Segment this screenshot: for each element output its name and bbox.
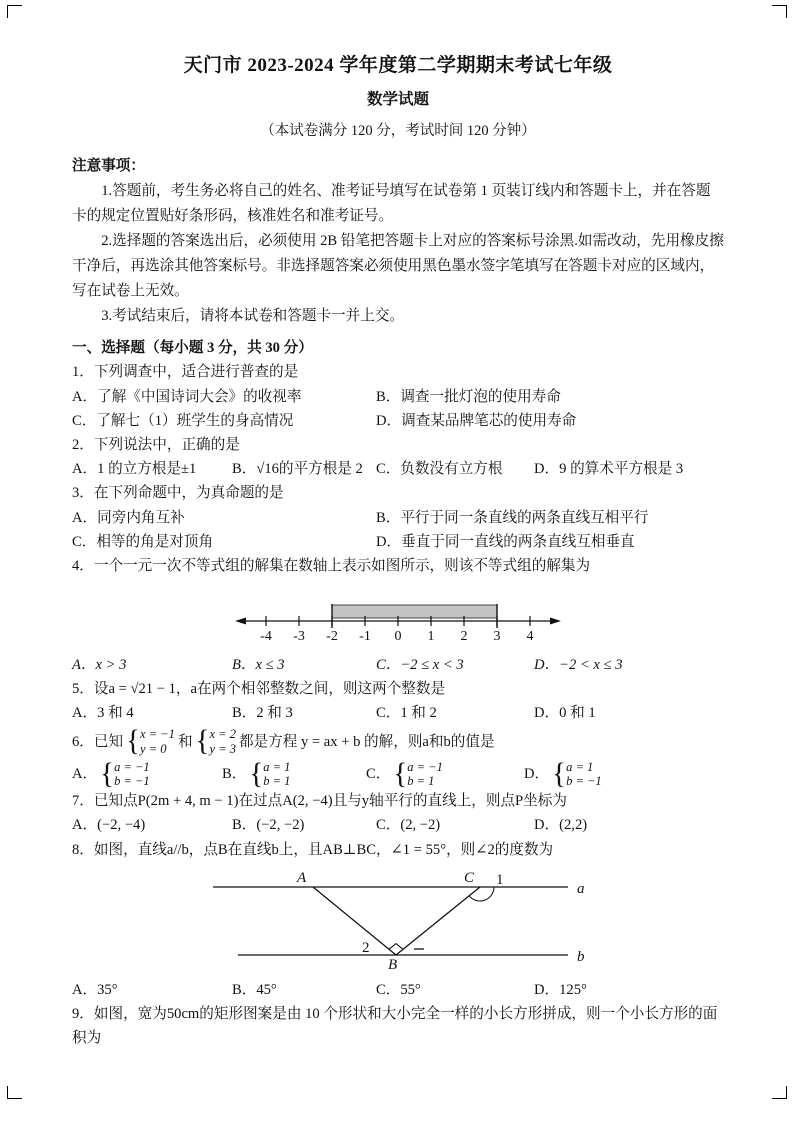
- question-5-stem: 5．设a = √21 − 1，a在两个相邻整数之间，则这两个整数是: [72, 680, 446, 697]
- notice-item-3: 3.考试结束后，请将本试卷和答题卡一并上交。: [101, 308, 405, 324]
- option-b: B．2 和 3: [232, 704, 293, 721]
- question-4-stem: 4．一个一元一次不等式组的解集在数轴上表示如图所示，则该不等式组的解集为: [72, 558, 591, 575]
- option-a: A．3 和 4: [72, 704, 134, 721]
- option-b: B．平行于同一条直线的两条直线互相平行: [376, 509, 649, 526]
- brace-symbol: {: [552, 757, 567, 791]
- option-a: A．了解《中国诗词大会》的收视率: [72, 388, 302, 405]
- exam-title: 天门市 2023-2024 学年度第二学期期末考试七年级: [183, 55, 613, 76]
- option-a: A．同旁内角互补: [72, 509, 185, 526]
- svg-text:-4: -4: [260, 629, 272, 644]
- option-a: A．(−2, −4): [72, 817, 146, 834]
- option-d: D．9 的算术平方根是 3: [534, 461, 684, 478]
- option-b: B． { a = 1 b = 1: [222, 757, 291, 791]
- option-c: C．1 和 2: [376, 704, 437, 721]
- svg-text:3: 3: [493, 629, 501, 644]
- exam-info: （本试卷满分 120 分，考试时间 120 分钟）: [260, 123, 536, 140]
- option-b: B．x ≤ 3: [232, 656, 285, 673]
- system-line: x = −1: [140, 727, 175, 742]
- notice-item-1: 1.答题前，考生务必将自己的姓名、准考证号填写在试卷第 1 页装订线内和答题卡上，并在答题卡的规定位置贴好条形码，核准姓名和准考证号。: [72, 182, 711, 224]
- question-3-options: [72, 506, 724, 554]
- label-line-b: b: [577, 948, 585, 965]
- option-c: C．相等的角是对顶角: [72, 533, 214, 550]
- svg-text:1: 1: [427, 629, 435, 644]
- svg-text:-2: -2: [326, 629, 338, 644]
- left-arrow: [235, 618, 246, 625]
- system-line: x = 2: [209, 727, 236, 742]
- svg-text:4: 4: [526, 629, 534, 644]
- stem-text: 都是方程 y = ax + b 的解，则a和b的值是: [238, 733, 495, 750]
- system-line: y = 3: [209, 741, 236, 756]
- exam-subject: 数学试题: [366, 90, 429, 108]
- option-c: C． { a = −1 b = 1: [366, 757, 443, 791]
- option-a: A．1 的立方根是±1: [72, 461, 197, 478]
- question-6-stem: [72, 727, 724, 757]
- option-d: D．0 和 1: [534, 704, 596, 721]
- brace-symbol: {: [393, 757, 408, 791]
- option-c: C．55°: [376, 982, 421, 999]
- angle-1-arc: [469, 887, 494, 901]
- question-1-options: [72, 385, 724, 433]
- question-6-options: [72, 757, 724, 791]
- option-d: D．125°: [534, 982, 587, 999]
- right-angle-mark: [389, 943, 403, 949]
- stem-text: 6．已知: [72, 733, 124, 750]
- notice-header: 注意事项：: [72, 158, 145, 175]
- crop-mark-bottom-left: [7, 1086, 22, 1099]
- option-b: B．调查一批灯泡的使用寿命: [376, 388, 561, 405]
- question-5-options: [72, 701, 724, 725]
- option-b: B．(−2, −2): [232, 817, 305, 834]
- right-arrow: [550, 618, 561, 625]
- crop-mark-top-left: [7, 5, 22, 18]
- svg-text:-3: -3: [293, 629, 305, 644]
- question-9-stem: 9．如图，宽为50cm的矩形图案是由 10 个形状和大小完全一样的小长方形拼成，则一个小长方形的面积为: [72, 1006, 718, 1047]
- question-8-stem: 8．如图，直线a//b，点B在直线b上，且AB⊥BC，∠1 = 55°，则∠2的度数为: [72, 841, 554, 858]
- option-d: D．调查某品牌笔芯的使用寿命: [376, 412, 577, 429]
- number-line-figure: [72, 581, 724, 651]
- tick-labels: [260, 629, 533, 643]
- notice-item-2: 2.选择题的答案选出后，必须使用 2B 铅笔把答题卡上对应的答案标号涂黑.如需改动，先用橡皮擦干净后，再选涂其他答案标号。非选择题答案必须使用黑色墨水签字笔填写在答题卡对应的区域内，写在试卷上无效。: [72, 232, 724, 299]
- label-angle-2: 2: [362, 939, 370, 956]
- option-c: C．−2 ≤ x < 3: [376, 656, 464, 673]
- equation-system-2: [196, 727, 236, 757]
- question-2-options: [72, 457, 724, 481]
- svg-text:0: 0: [394, 629, 402, 644]
- brace-symbol: {: [195, 725, 210, 758]
- option-c: C．(2, −2): [376, 817, 441, 834]
- brace-symbol: {: [100, 757, 115, 791]
- segment-AB: [313, 887, 396, 955]
- brace-symbol: {: [126, 725, 141, 758]
- option-d: D．垂直于同一直线的两条直线互相垂直: [376, 533, 635, 550]
- segment-CB: [396, 887, 480, 955]
- option-d: D．−2 < x ≤ 3: [534, 656, 623, 673]
- option-a: A．x > 3: [72, 656, 127, 673]
- question-3-stem: 3．在下列命题中，为真命题的是: [72, 485, 284, 502]
- solution-bar: [332, 605, 497, 618]
- option-c: C．了解七（1）班学生的身高情况: [72, 412, 294, 429]
- option-b: B．45°: [232, 982, 277, 999]
- option-c: C．负数没有立方根: [376, 461, 503, 478]
- geometry-svg: [183, 865, 613, 969]
- crop-mark-top-right: [772, 5, 787, 18]
- question-8-options: [72, 978, 724, 1002]
- question-4-options: [72, 653, 724, 677]
- label-line-a: a: [577, 880, 585, 897]
- label-point-B: B: [388, 956, 398, 969]
- brace-symbol: {: [249, 757, 264, 791]
- option-d: D．(2,2): [534, 817, 588, 834]
- number-line-svg: [233, 581, 563, 643]
- crop-mark-bottom-right: [772, 1086, 787, 1099]
- svg-text:-1: -1: [359, 629, 371, 644]
- parallel-lines-figure: [72, 865, 724, 977]
- question-1-stem: 1．下列调查中，适合进行普查的是: [72, 364, 299, 381]
- question-2-stem: 2．下列说法中，正确的是: [72, 436, 240, 453]
- section-header: 一、选择题（每小题 3 分，共 30 分）: [72, 340, 313, 357]
- label-point-A: A: [297, 869, 307, 886]
- option-a: A．35°: [72, 982, 118, 999]
- question-7-stem: 7．已知点P(2m + 4, m − 1)在过点A(2, −4)且与y轴平行的直线上，则点P坐标为: [72, 793, 567, 810]
- stem-text: 和: [177, 733, 193, 750]
- svg-text:2: 2: [460, 629, 468, 644]
- system-line: y = 0: [140, 741, 167, 756]
- question-7-options: [72, 813, 724, 837]
- option-d: D． { a = 1 b = −1: [524, 757, 602, 791]
- equation-system-1: [126, 727, 175, 757]
- option-b: B．√16的平方根是 2: [232, 461, 363, 478]
- page-content: [72, 50, 724, 1051]
- option-a: A． { a = −1 b = −1: [72, 757, 150, 791]
- label-angle-1: 1: [496, 871, 504, 888]
- label-point-C: C: [464, 869, 475, 886]
